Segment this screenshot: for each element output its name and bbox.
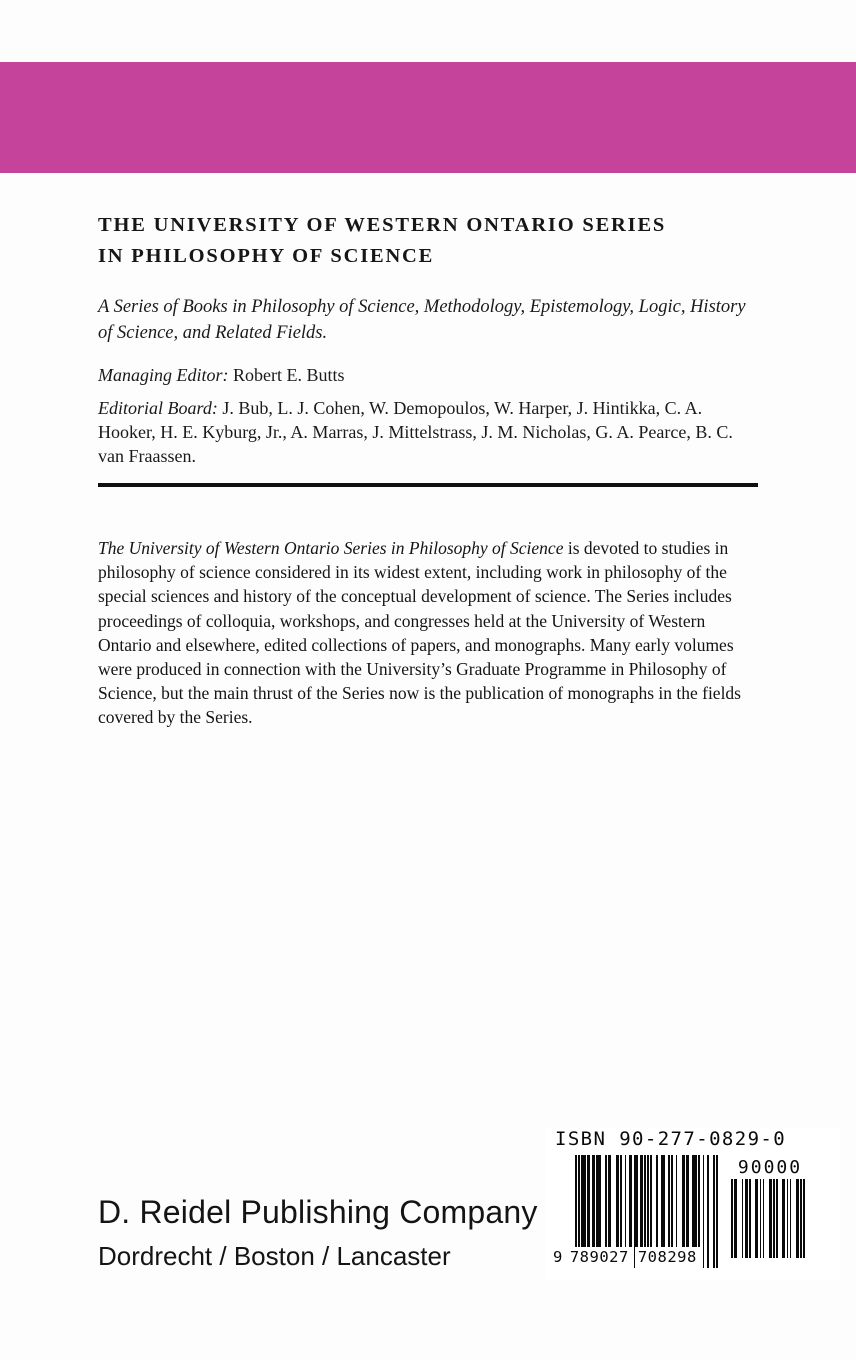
editorial-board-line: [98, 396, 760, 468]
barcode-addon-price-code: 90000: [737, 1157, 803, 1178]
series-info-column: [98, 210, 760, 730]
managing-editor-name: Robert E. Butts: [233, 365, 345, 385]
managing-editor-label: Managing Editor:: [98, 365, 229, 385]
editorial-board-names: J. Bub, L. J. Cohen, W. Demopoulos, W. Harper, J. Hintikka, C. A. Hooker, H. E. Kyburg, Jr., A. Marras, J. Mittelstrass, J. M. Nicholas, G. A. Pearce, B. C. van Fraassen.: [98, 398, 733, 466]
barcode-block: [545, 1128, 840, 1280]
isbn-number-label: ISBN 90-277-0829-0: [555, 1128, 787, 1150]
ean-digit-group2: 708298: [635, 1247, 700, 1268]
brand-color-band: [0, 62, 856, 173]
publisher-locations: Dordrecht / Boston / Lancaster: [98, 1241, 451, 1271]
series-title: [98, 210, 760, 272]
ean-digit-prefix: 9: [553, 1248, 563, 1266]
series-description-body: is devoted to studies in philosophy of science considered in its widest extent, including work in philosophy of the special sciences and history of the conceptual development of science. The Series includes proceedings of colloquia, workshops, and congresses held at the University of Western Ontario and elsewhere, edited collections of papers, and monographs. Many early volumes were produced in connection with the University’s Graduate Programme in Philosophy of Science, but the main thrust of the Series now is the publication of monographs in the fields covered by the Series.: [98, 538, 741, 728]
ean13-digits: [553, 1247, 700, 1268]
series-title-line1: THE UNIVERSITY OF WESTERN ONTARIO SERIES: [98, 214, 667, 236]
series-description-lead: The University of Western Ontario Series in Philosophy of Science: [98, 538, 564, 558]
editorial-board-label: Editorial Board:: [98, 398, 218, 418]
publisher-block: [98, 1192, 538, 1272]
ean-digit-group1: 789027: [567, 1247, 632, 1268]
ean5-addon-barcode: [731, 1179, 802, 1258]
managing-editor-line: [98, 363, 760, 387]
series-description: [98, 536, 762, 730]
series-subtitle: A Series of Books in Philosophy of Science, Methodology, Epistemology, Logic, History of Science, and Related Fields.: [98, 297, 746, 343]
publisher-name: D. Reidel Publishing Company: [98, 1194, 538, 1230]
horizontal-rule: [98, 483, 758, 487]
series-title-line2: IN PHILOSOPHY OF SCIENCE: [98, 245, 435, 267]
